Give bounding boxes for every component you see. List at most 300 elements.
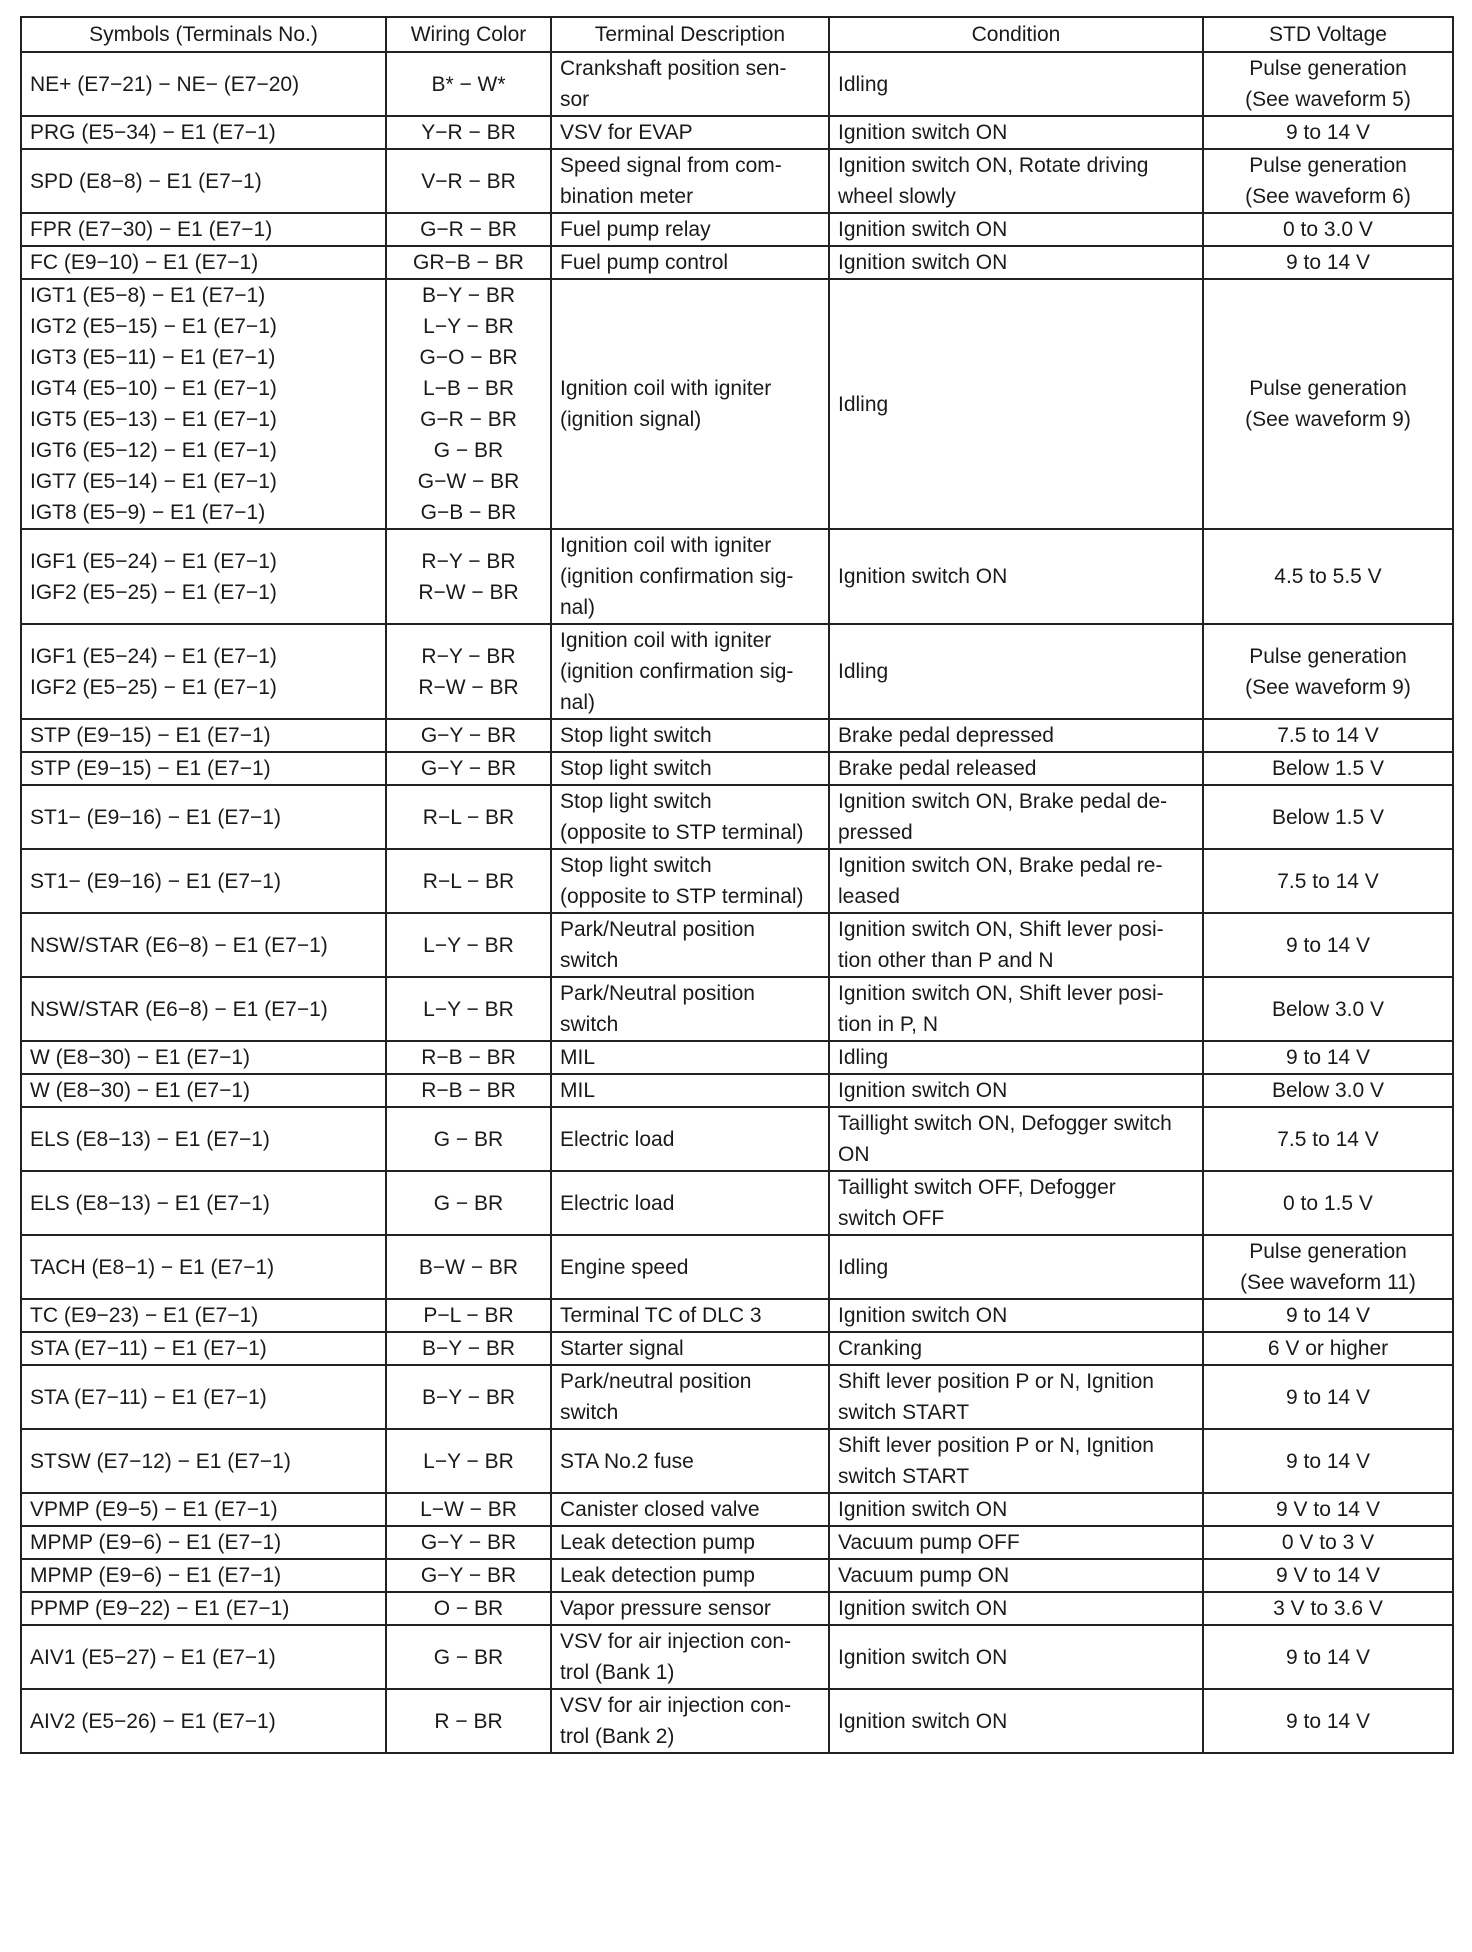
cell-condition-line: Ignition switch ON, Shift lever posi-	[838, 918, 1164, 941]
cell-wiring-color	[386, 149, 551, 213]
cell-terminal-description-line: switch	[560, 949, 619, 972]
header-symbols: Symbols (Terminals No.)	[21, 17, 386, 52]
cell-condition-line: Ignition switch ON, Shift lever posi-	[838, 982, 1164, 1005]
cell-symbols-line: IGT7 (E5−14) − E1 (E7−1)	[30, 470, 277, 493]
cell-symbols	[21, 279, 386, 529]
cell-wiring-color-line: L−Y − BR	[423, 933, 514, 957]
cell-symbols	[21, 1526, 386, 1559]
cell-symbols-line: STSW (E7−12) − E1 (E7−1)	[30, 1449, 291, 1473]
cell-wiring-color-line: R−W − BR	[418, 580, 519, 604]
cell-std-voltage	[1203, 116, 1453, 149]
table-row	[21, 1041, 1453, 1074]
cell-std-voltage-line: Pulse generation	[1249, 1240, 1407, 1263]
cell-terminal-description-line: VSV for air injection con-	[560, 1630, 792, 1653]
cell-wiring-color	[386, 977, 551, 1041]
cell-symbols	[21, 719, 386, 752]
cell-std-voltage-line: 6 V or higher	[1267, 1337, 1389, 1360]
cell-terminal-description-line: Canister closed valve	[560, 1498, 760, 1521]
cell-terminal-description-line: Starter signal	[560, 1337, 684, 1360]
cell-wiring-color-line: G−Y − BR	[420, 757, 517, 780]
cell-wiring-color	[386, 529, 551, 624]
cell-condition	[829, 1332, 1203, 1365]
cell-condition	[829, 719, 1203, 752]
cell-symbols	[21, 1074, 386, 1107]
table-row	[21, 849, 1453, 913]
cell-terminal-description-line: Vapor pressure sensor	[560, 1597, 771, 1620]
cell-terminal-description-line: Engine speed	[560, 1255, 689, 1279]
cell-condition-line: Idling	[838, 660, 889, 683]
cell-std-voltage-line: 9 to 14 V	[1285, 1385, 1371, 1409]
cell-wiring-color-line: P−L − BR	[423, 1304, 514, 1327]
cell-terminal-description-line: (opposite to STP terminal)	[560, 885, 804, 908]
cell-condition	[829, 624, 1203, 719]
cell-std-voltage-line: 0 to 3.0 V	[1283, 218, 1373, 241]
cell-std-voltage-line: (See waveform 11)	[1240, 1271, 1416, 1294]
table-row	[21, 1493, 1453, 1526]
cell-std-voltage-line: (See waveform 9)	[1245, 675, 1411, 699]
table-body	[21, 52, 1453, 1753]
cell-wiring-color-line: R−L − BR	[422, 805, 515, 829]
cell-std-voltage	[1203, 977, 1453, 1041]
cell-symbols-line: PRG (E5−34) − E1 (E7−1)	[30, 121, 276, 144]
cell-condition-line: tion other than P and N	[838, 949, 1054, 972]
cell-std-voltage	[1203, 52, 1453, 116]
cell-wiring-color-line: L−W − BR	[420, 1498, 517, 1521]
cell-symbols-line: TC (E9−23) − E1 (E7−1)	[30, 1304, 259, 1327]
cell-symbols	[21, 1235, 386, 1299]
cell-wiring-color	[386, 1332, 551, 1365]
cell-wiring-color	[386, 1625, 551, 1689]
cell-symbols-line: STA (E7−11) − E1 (E7−1)	[30, 1337, 267, 1360]
cell-wiring-color-line: R−W − BR	[418, 675, 519, 699]
cell-condition-line: tion in P, N	[838, 1013, 939, 1036]
cell-condition-line: Taillight switch ON, Defogger switch	[838, 1112, 1172, 1135]
table-row	[21, 977, 1453, 1041]
cell-symbols	[21, 149, 386, 213]
cell-wiring-color-line: L−Y − BR	[423, 1449, 514, 1473]
cell-std-voltage	[1203, 1493, 1453, 1526]
cell-terminal-description	[551, 213, 829, 246]
cell-wiring-color	[386, 213, 551, 246]
cell-wiring-color	[386, 1559, 551, 1592]
cell-std-voltage	[1203, 1429, 1453, 1493]
cell-terminal-description	[551, 1592, 829, 1625]
cell-symbols-line: VPMP (E9−5) − E1 (E7−1)	[30, 1498, 278, 1521]
cell-symbols-line: IGT3 (E5−11) − E1 (E7−1)	[30, 346, 276, 369]
cell-std-voltage	[1203, 1171, 1453, 1235]
cell-condition-line: switch START	[838, 1465, 970, 1488]
cell-wiring-color-line: B* − W*	[431, 72, 506, 96]
cell-wiring-color-line: G−B − BR	[420, 501, 517, 524]
cell-std-voltage-line: Pulse generation	[1249, 644, 1407, 668]
cell-wiring-color-line: R−L − BR	[422, 869, 515, 893]
cell-terminal-description-line: (ignition signal)	[560, 408, 702, 431]
cell-symbols-line: STP (E9−15) − E1 (E7−1)	[30, 724, 271, 747]
cell-symbols	[21, 52, 386, 116]
table-row	[21, 1365, 1453, 1429]
cell-std-voltage-line: (See waveform 9)	[1245, 408, 1411, 431]
cell-wiring-color-line: G − BR	[433, 1191, 504, 1215]
cell-terminal-description	[551, 1625, 829, 1689]
cell-symbols-line: AIV2 (E5−26) − E1 (E7−1)	[30, 1709, 276, 1733]
cell-terminal-description-line: Ignition coil with igniter	[560, 377, 772, 400]
cell-condition-line: Ignition switch ON	[838, 1079, 1008, 1102]
cell-symbols-line: MPMP (E9−6) − E1 (E7−1)	[30, 1564, 282, 1587]
table-row	[21, 1689, 1453, 1753]
header-condition: Condition	[829, 17, 1203, 52]
cell-std-voltage-line: Below 3.0 V	[1271, 997, 1385, 1021]
table-row	[21, 279, 1453, 529]
cell-condition-line: Ignition switch ON	[838, 251, 1008, 274]
cell-symbols-line: ST1− (E9−16) − E1 (E7−1)	[30, 869, 281, 893]
cell-condition	[829, 1526, 1203, 1559]
cell-symbols-line: IGT2 (E5−15) − E1 (E7−1)	[30, 315, 277, 338]
cell-condition	[829, 752, 1203, 785]
cell-std-voltage	[1203, 752, 1453, 785]
table-row	[21, 785, 1453, 849]
cell-condition	[829, 785, 1203, 849]
cell-symbols	[21, 1171, 386, 1235]
table-row	[21, 624, 1453, 719]
cell-std-voltage	[1203, 719, 1453, 752]
header-terminal-description: Terminal Description	[551, 17, 829, 52]
cell-condition-line: ON	[838, 1143, 870, 1166]
table-row	[21, 1235, 1453, 1299]
cell-symbols-line: ELS (E8−13) − E1 (E7−1)	[30, 1191, 270, 1215]
cell-wiring-color-line: GR−B − BR	[413, 251, 524, 274]
cell-wiring-color-line: G−Y − BR	[420, 724, 517, 747]
cell-std-voltage-line: 7.5 to 14 V	[1277, 869, 1379, 893]
cell-wiring-color	[386, 1171, 551, 1235]
cell-terminal-description-line: Stop light switch	[560, 757, 712, 780]
cell-wiring-color	[386, 279, 551, 529]
cell-terminal-description	[551, 52, 829, 116]
cell-std-voltage-line: 7.5 to 14 V	[1277, 1127, 1379, 1151]
cell-terminal-description-line: trol (Bank 2)	[560, 1725, 675, 1748]
cell-terminal-description-line: VSV for air injection con-	[560, 1694, 792, 1717]
cell-wiring-color-line: V−R − BR	[421, 169, 516, 193]
table-row	[21, 1429, 1453, 1493]
cell-terminal-description-line: Stop light switch	[560, 790, 712, 813]
cell-terminal-description	[551, 785, 829, 849]
cell-terminal-description	[551, 719, 829, 752]
cell-terminal-description-line: Electric load	[560, 1191, 675, 1215]
cell-terminal-description-line: Fuel pump relay	[560, 218, 711, 241]
cell-condition	[829, 149, 1203, 213]
cell-wiring-color	[386, 1429, 551, 1493]
cell-symbols	[21, 1107, 386, 1171]
cell-terminal-description	[551, 1689, 829, 1753]
cell-symbols	[21, 1493, 386, 1526]
table-row	[21, 1592, 1453, 1625]
table-row	[21, 719, 1453, 752]
cell-terminal-description-line: Stop light switch	[560, 854, 712, 877]
cell-condition-line: Ignition switch ON	[838, 121, 1008, 144]
cell-symbols-line: ST1− (E9−16) − E1 (E7−1)	[30, 805, 281, 829]
header-std-voltage: STD Voltage	[1203, 17, 1453, 52]
cell-terminal-description-line: Park/neutral position	[560, 1370, 752, 1393]
table-row	[21, 913, 1453, 977]
cell-terminal-description	[551, 1041, 829, 1074]
cell-terminal-description-line: Park/Neutral position	[560, 982, 755, 1005]
cell-terminal-description	[551, 279, 829, 529]
cell-wiring-color	[386, 1235, 551, 1299]
cell-condition-line: leased	[838, 885, 900, 908]
cell-condition-line: Shift lever position P or N, Ignition	[838, 1370, 1154, 1393]
cell-condition	[829, 913, 1203, 977]
cell-condition	[829, 213, 1203, 246]
cell-terminal-description-line: (opposite to STP terminal)	[560, 821, 804, 844]
cell-condition-line: pressed	[838, 821, 913, 844]
cell-symbols-line: FPR (E7−30) − E1 (E7−1)	[30, 218, 273, 241]
table-row	[21, 1332, 1453, 1365]
cell-terminal-description	[551, 624, 829, 719]
cell-wiring-color	[386, 1689, 551, 1753]
cell-condition-line: Ignition switch ON, Brake pedal re-	[838, 854, 1163, 877]
cell-std-voltage	[1203, 1559, 1453, 1592]
cell-wiring-color	[386, 246, 551, 279]
cell-wiring-color	[386, 913, 551, 977]
cell-terminal-description	[551, 1074, 829, 1107]
cell-condition-line: switch START	[838, 1401, 970, 1424]
cell-condition-line: Ignition switch ON	[838, 565, 1008, 588]
cell-condition-line: Idling	[838, 72, 889, 96]
cell-terminal-description	[551, 913, 829, 977]
table-row	[21, 1526, 1453, 1559]
table-row	[21, 246, 1453, 279]
cell-terminal-description-line: Stop light switch	[560, 724, 712, 747]
cell-condition-line: Idling	[838, 392, 889, 416]
cell-std-voltage-line: 9 to 14 V	[1285, 933, 1371, 957]
cell-std-voltage	[1203, 785, 1453, 849]
cell-condition-line: Brake pedal depressed	[838, 724, 1054, 747]
cell-symbols	[21, 1041, 386, 1074]
cell-condition	[829, 1429, 1203, 1493]
cell-wiring-color	[386, 785, 551, 849]
cell-terminal-description	[551, 1526, 829, 1559]
cell-std-voltage	[1203, 529, 1453, 624]
cell-terminal-description	[551, 752, 829, 785]
cell-condition	[829, 1074, 1203, 1107]
cell-terminal-description-line: Leak detection pump	[560, 1564, 755, 1587]
cell-symbols-line: IGT8 (E5−9) − E1 (E7−1)	[30, 501, 266, 524]
cell-std-voltage	[1203, 1041, 1453, 1074]
cell-condition-line: Cranking	[838, 1337, 923, 1360]
cell-wiring-color-line: L−Y − BR	[423, 315, 514, 338]
cell-condition	[829, 977, 1203, 1041]
table-row	[21, 149, 1453, 213]
cell-condition-line: wheel slowly	[838, 185, 956, 208]
cell-wiring-color-line: R−Y − BR	[421, 549, 516, 573]
cell-symbols-line: PPMP (E9−22) − E1 (E7−1)	[30, 1597, 290, 1620]
cell-symbols-line: W (E8−30) − E1 (E7−1)	[30, 1079, 251, 1102]
cell-symbols-line: W (E8−30) − E1 (E7−1)	[30, 1046, 251, 1069]
cell-wiring-color-line: L−Y − BR	[423, 997, 514, 1021]
cell-terminal-description	[551, 1493, 829, 1526]
table-row	[21, 1171, 1453, 1235]
cell-symbols	[21, 1299, 386, 1332]
cell-std-voltage-line: 9 to 14 V	[1285, 1304, 1371, 1327]
cell-terminal-description-line: nal)	[560, 691, 596, 714]
cell-std-voltage	[1203, 1592, 1453, 1625]
cell-terminal-description-line: Ignition coil with igniter	[560, 534, 772, 557]
cell-terminal-description	[551, 246, 829, 279]
cell-symbols	[21, 849, 386, 913]
cell-wiring-color-line: G−R − BR	[420, 218, 517, 241]
cell-condition	[829, 1299, 1203, 1332]
cell-wiring-color-line: B−Y − BR	[421, 1385, 515, 1409]
cell-wiring-color	[386, 849, 551, 913]
cell-terminal-description	[551, 1299, 829, 1332]
cell-condition-line: Ignition switch ON, Brake pedal de-	[838, 790, 1168, 813]
cell-condition	[829, 279, 1203, 529]
cell-terminal-description-line: Park/Neutral position	[560, 918, 755, 941]
cell-wiring-color	[386, 1592, 551, 1625]
cell-symbols-line: IGT6 (E5−12) − E1 (E7−1)	[30, 439, 277, 462]
cell-condition	[829, 1559, 1203, 1592]
cell-symbols-line: ELS (E8−13) − E1 (E7−1)	[30, 1127, 270, 1151]
cell-wiring-color-line: G − BR	[433, 1645, 504, 1669]
cell-condition	[829, 1041, 1203, 1074]
cell-symbols-line: IGT5 (E5−13) − E1 (E7−1)	[30, 408, 277, 431]
cell-std-voltage-line: Below 1.5 V	[1271, 805, 1385, 829]
cell-symbols-line: FC (E9−10) − E1 (E7−1)	[30, 251, 259, 274]
cell-condition-line: Shift lever position P or N, Ignition	[838, 1434, 1154, 1457]
cell-condition-line: Ignition switch ON	[838, 1304, 1008, 1327]
cell-symbols	[21, 624, 386, 719]
cell-wiring-color-line: G − BR	[433, 1127, 504, 1151]
cell-symbols	[21, 1689, 386, 1753]
cell-std-voltage-line: Pulse generation	[1249, 154, 1407, 177]
cell-condition	[829, 1689, 1203, 1753]
cell-condition	[829, 849, 1203, 913]
cell-std-voltage	[1203, 1235, 1453, 1299]
cell-wiring-color	[386, 1299, 551, 1332]
table-row	[21, 1625, 1453, 1689]
cell-terminal-description	[551, 1107, 829, 1171]
cell-terminal-description	[551, 1235, 829, 1299]
cell-std-voltage-line: Pulse generation	[1249, 377, 1407, 400]
table-row	[21, 1299, 1453, 1332]
cell-wiring-color-line: G−R − BR	[420, 408, 517, 431]
cell-wiring-color-line: G−W − BR	[417, 470, 520, 493]
cell-terminal-description	[551, 149, 829, 213]
cell-wiring-color-line: B−Y − BR	[421, 1337, 515, 1360]
cell-std-voltage	[1203, 1299, 1453, 1332]
cell-wiring-color-line: G−O − BR	[419, 346, 518, 369]
cell-std-voltage	[1203, 213, 1453, 246]
cell-std-voltage-line: Pulse generation	[1249, 57, 1407, 80]
cell-symbols	[21, 1365, 386, 1429]
cell-symbols-line: NSW/STAR (E6−8) − E1 (E7−1)	[30, 997, 328, 1021]
cell-condition	[829, 1493, 1203, 1526]
cell-symbols-line: NSW/STAR (E6−8) − E1 (E7−1)	[30, 933, 328, 957]
cell-condition	[829, 1592, 1203, 1625]
cell-std-voltage	[1203, 279, 1453, 529]
cell-wiring-color-line: Y−R − BR	[421, 121, 516, 144]
cell-symbols	[21, 1625, 386, 1689]
cell-symbols	[21, 1559, 386, 1592]
cell-terminal-description-line: Electric load	[560, 1127, 675, 1151]
cell-symbols	[21, 116, 386, 149]
cell-wiring-color-line: L−B − BR	[422, 377, 515, 400]
cell-terminal-description	[551, 1171, 829, 1235]
cell-condition	[829, 246, 1203, 279]
cell-condition	[829, 1625, 1203, 1689]
cell-symbols	[21, 752, 386, 785]
cell-wiring-color	[386, 116, 551, 149]
cell-std-voltage-line: 7.5 to 14 V	[1277, 724, 1379, 747]
terminal-voltage-table-container	[20, 16, 1452, 1754]
cell-terminal-description-line: sor	[560, 88, 590, 111]
cell-symbols-line: STP (E9−15) − E1 (E7−1)	[30, 757, 271, 780]
cell-std-voltage-line: 9 to 14 V	[1285, 251, 1371, 274]
cell-condition-line: Taillight switch OFF, Defogger	[838, 1176, 1116, 1199]
cell-condition-line: Ignition switch ON, Rotate driving	[838, 154, 1149, 177]
cell-symbols-line: IGF1 (E5−24) − E1 (E7−1)	[30, 644, 277, 668]
cell-symbols	[21, 246, 386, 279]
cell-std-voltage-line: 4.5 to 5.5 V	[1274, 565, 1382, 588]
cell-std-voltage-line: Below 3.0 V	[1271, 1079, 1385, 1102]
cell-wiring-color	[386, 1493, 551, 1526]
cell-terminal-description	[551, 1365, 829, 1429]
cell-symbols-line: SPD (E8−8) − E1 (E7−1)	[30, 169, 262, 193]
cell-terminal-description-line: switch	[560, 1013, 619, 1036]
cell-symbols-line: STA (E7−11) − E1 (E7−1)	[30, 1385, 267, 1409]
cell-symbols-line: TACH (E8−1) − E1 (E7−1)	[30, 1255, 275, 1279]
cell-terminal-description-line: VSV for EVAP	[560, 121, 693, 144]
table-row	[21, 52, 1453, 116]
cell-wiring-color	[386, 1041, 551, 1074]
cell-terminal-description-line: Speed signal from com-	[560, 154, 782, 177]
cell-condition-line: Vacuum pump ON	[838, 1564, 1010, 1587]
table-row	[21, 116, 1453, 149]
cell-wiring-color	[386, 719, 551, 752]
cell-condition-line: Ignition switch ON	[838, 218, 1008, 241]
cell-wiring-color	[386, 1365, 551, 1429]
cell-symbols-line: IGF2 (E5−25) − E1 (E7−1)	[30, 675, 277, 699]
cell-condition-line: Idling	[838, 1255, 889, 1279]
cell-symbols	[21, 1429, 386, 1493]
cell-terminal-description-line: bination meter	[560, 185, 694, 208]
cell-terminal-description-line: (ignition confirmation sig-	[560, 565, 794, 588]
cell-std-voltage	[1203, 1107, 1453, 1171]
cell-std-voltage-line: 9 to 14 V	[1285, 1449, 1371, 1473]
cell-symbols	[21, 913, 386, 977]
cell-std-voltage	[1203, 1526, 1453, 1559]
cell-std-voltage-line: 9 to 14 V	[1285, 1709, 1371, 1733]
cell-terminal-description-line: Ignition coil with igniter	[560, 629, 772, 652]
cell-condition	[829, 52, 1203, 116]
cell-std-voltage	[1203, 1625, 1453, 1689]
table-row	[21, 1107, 1453, 1171]
header-wiring-color: Wiring Color	[386, 17, 551, 52]
cell-condition	[829, 529, 1203, 624]
cell-condition-line: Ignition switch ON	[838, 1709, 1008, 1733]
cell-terminal-description	[551, 529, 829, 624]
cell-symbols-line: IGF1 (E5−24) − E1 (E7−1)	[30, 549, 277, 573]
cell-std-voltage-line: 9 to 14 V	[1285, 121, 1371, 144]
cell-symbols-line: NE+ (E7−21) − NE− (E7−20)	[30, 72, 300, 96]
cell-condition-line: Ignition switch ON	[838, 1597, 1008, 1620]
cell-std-voltage	[1203, 246, 1453, 279]
cell-wiring-color	[386, 1074, 551, 1107]
cell-wiring-color-line: O − BR	[433, 1597, 504, 1620]
cell-terminal-description-line: switch	[560, 1401, 619, 1424]
table-row	[21, 752, 1453, 785]
cell-terminal-description-line: STA No.2 fuse	[560, 1449, 694, 1473]
cell-std-voltage-line: 0 V to 3 V	[1281, 1531, 1375, 1554]
